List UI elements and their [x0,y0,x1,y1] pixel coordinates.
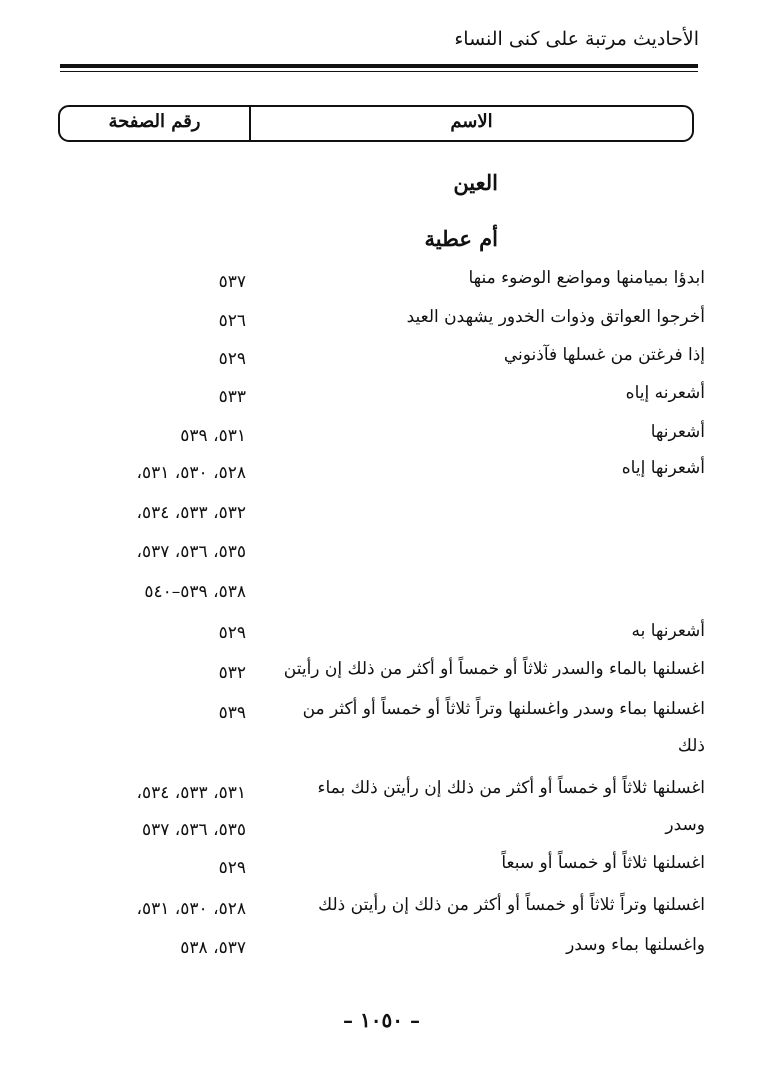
entry-pages: ٥٢٨، ٥٣٠، ٥٣١، [136,899,246,919]
entry-text: أشعرنه إياه [625,383,705,403]
entry-pages: ٥٣٢، ٥٣٣، ٥٣٤، [136,503,246,523]
entry-pages: ٥٣١، ٥٣٩ [180,426,246,446]
entry-pages: ٥٢٩ [218,858,246,878]
entry-pages: ٥٣٥، ٥٣٦، ٥٣٧ [142,820,246,840]
entry-text: اغسلنها وتراً ثلاثاً أو خمساً أو أكثر من ذلك إن رأيتن ذلك [318,895,705,915]
entry-pages: ٥٢٩ [218,349,246,369]
entry-text: واغسلنها بماء وسدر [566,935,705,955]
column-header-page-number: رقم الصفحة [108,111,201,132]
entry-text: ابدؤا بميامنها ومواضع الوضوء منها [468,268,705,288]
entry-pages: ٥٣٧ [218,272,246,292]
entry-pages: ٥٣٣ [218,387,246,407]
page-number: – ١٠٥٠ – [343,1008,420,1032]
entry-text: أشعرنها [650,422,705,442]
entry-pages: ٥٣٥، ٥٣٦، ٥٣٧، [136,542,246,562]
running-title: الأحاديث مرتبة على كنى النساء [454,28,699,50]
header-rule [60,64,698,68]
column-header-name: الاسم [450,111,493,132]
subsection-heading: أم عطية [424,226,498,251]
entry-pages: ٥٢٨، ٥٣٠، ٥٣١، [136,463,246,483]
entry-text: اغسلنها بماء وسدر واغسلنها وتراً ثلاثاً أو خمساً أو أكثر من [302,699,705,719]
entry-pages: ٥٣٧، ٥٣٨ [180,938,246,958]
entry-text: أشعرنها إياه [621,458,705,478]
entry-text: اغسلنها ثلاثاً أو خمساً أو سبعاً [501,853,705,873]
entry-text: أشعرنها به [631,621,705,641]
entry-text: اغسلنها ثلاثاً أو خمساً أو أكثر من ذلك إن رأيتن ذلك بماء [317,778,705,798]
entry-text: وسدر [665,815,705,835]
entry-pages: ٥٣٩ [218,703,246,723]
entry-text: ذلك [677,736,705,756]
section-heading: العين [453,170,498,195]
entry-text: أخرجوا العواتق وذوات الخدور يشهدن العيد [406,307,705,327]
entry-text: إذا فرغتن من غسلها فآذنوني [503,345,705,365]
column-header-box [58,105,694,142]
entry-pages: ٥٣١، ٥٣٣، ٥٣٤، [136,783,246,803]
entry-pages: ٥٣٨، ٥٣٩–٥٤٠ [144,582,246,602]
header-rule-thin [60,71,698,72]
entry-pages: ٥٢٦ [218,311,246,331]
entry-pages: ٥٣٢ [218,663,246,683]
entry-pages: ٥٢٩ [218,623,246,643]
entry-text: اغسلنها بالماء والسدر ثلاثاً أو خمساً أو أكثر من ذلك إن رأيتن [283,659,705,679]
